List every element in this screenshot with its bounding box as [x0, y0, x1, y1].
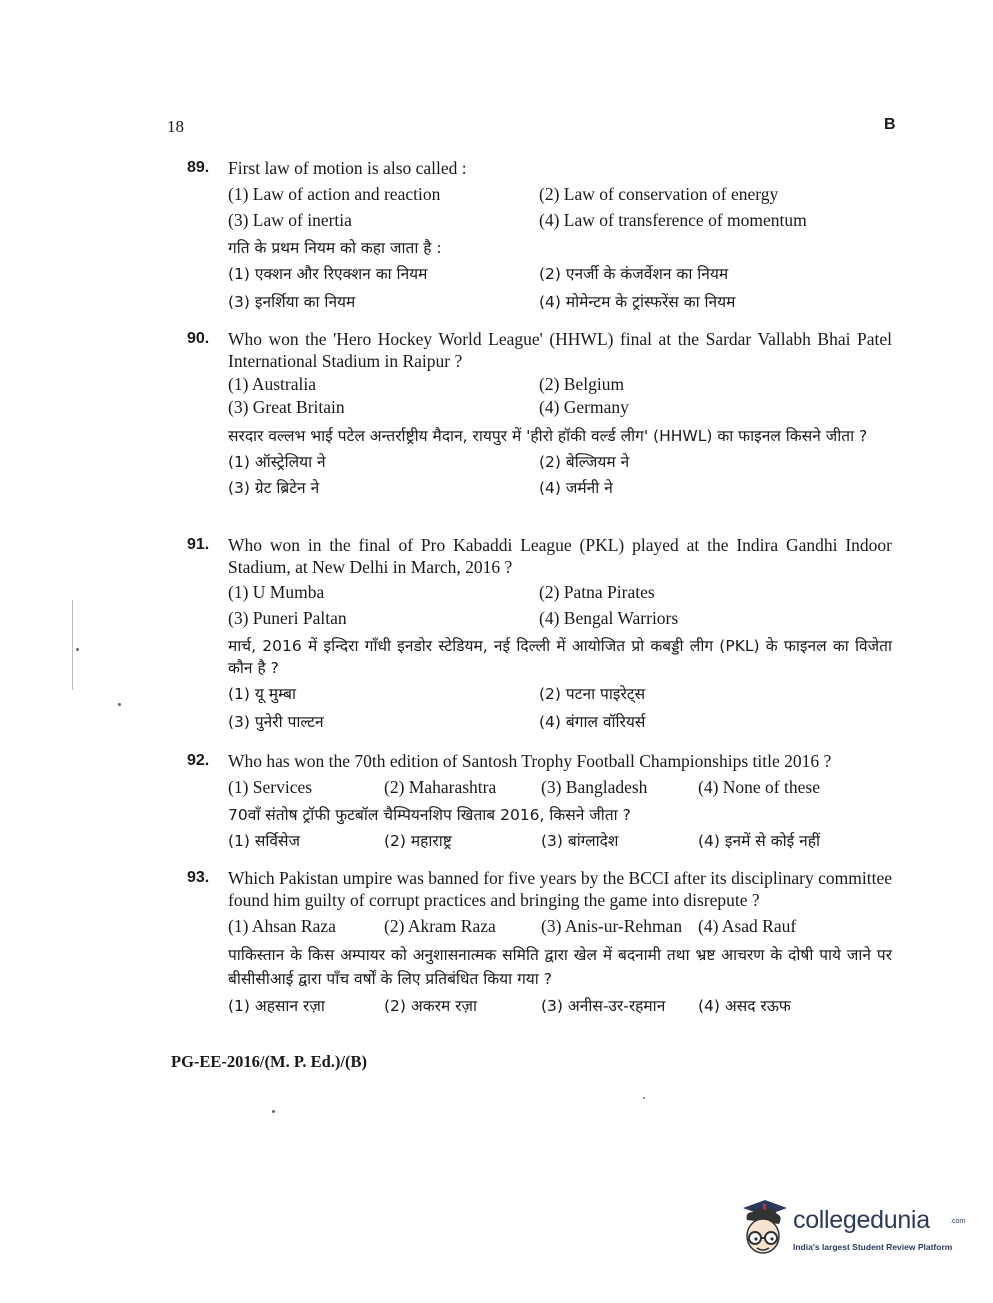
question-number: 91.	[187, 536, 210, 553]
student-mascot-icon	[735, 1198, 791, 1258]
option-2-hi: (2) बेल्जियम ने	[539, 453, 630, 471]
question-text-en: Who won the 'Hero Hockey World League' (HHWL) final at the Sardar Vallabh Bhai Patel International Stadium in Raipur ?	[228, 329, 892, 371]
option-1-hi: (1) अहसान रज़ा	[228, 997, 325, 1015]
option-3-en: (3) Puneri Paltan	[228, 608, 347, 628]
question-text-en: First law of motion is also called :	[228, 158, 467, 178]
question-number: 93.	[187, 869, 210, 886]
option-3-en: (3) Bangladesh	[541, 777, 648, 797]
option-4-en: (4) Bengal Warriors	[539, 608, 679, 628]
page-number: 18	[167, 117, 184, 136]
option-1-hi: (1) सर्विसेज	[228, 832, 300, 850]
option-2-en: (2) Law of conservation of energy	[539, 184, 779, 204]
option-4-en: (4) Germany	[539, 397, 629, 417]
scan-edge-line	[72, 600, 73, 690]
option-3-en: (3) Anis-ur-Rehman	[541, 916, 683, 936]
brand-name: collegedunia	[793, 1206, 930, 1234]
option-1-en: (1) Ahsan Raza	[228, 916, 336, 936]
option-2-hi: (2) महाराष्ट्र	[384, 832, 452, 850]
question-text-en: Who won in the final of Pro Kabaddi League (PKL) played at the Indira Gandhi Indoor Stadium, at New Delhi in March, 2016 ?	[228, 535, 892, 577]
scan-speck	[76, 648, 79, 651]
question-number: 89.	[187, 159, 210, 176]
scan-speck	[118, 703, 121, 706]
option-4-hi: (4) इनमें से कोई नहीं	[698, 832, 821, 850]
question-text-en: Which Pakistan umpire was banned for five years by the BCCI after its disciplinary committee found him guilty of corrupt practices and bringing the game into disrepute ?	[228, 868, 892, 910]
question-text-hi: सरदार वल्लभ भाई पटेल अन्तर्राष्ट्रीय मैदान, रायपुर में 'हीरो हॉकी वर्ल्ड लीग' (HHWL) का फाइनल किसने जीता ?	[228, 427, 868, 445]
question-90	[187, 328, 892, 503]
option-1-en: (1) Services	[228, 777, 313, 797]
option-3-hi: (3) पुनेरी पाल्टन	[228, 713, 324, 731]
option-1-en: (1) Law of action and reaction	[228, 184, 441, 204]
question-92	[187, 750, 892, 856]
question-91	[187, 534, 892, 739]
option-4-en: (4) Law of transference of momentum	[539, 210, 807, 230]
question-set-label: B	[884, 116, 896, 133]
option-3-hi: (3) इनर्शिया का नियम	[228, 293, 356, 311]
option-4-hi: (4) बंगाल वॉरियर्स	[539, 713, 646, 731]
brand-tagline: India's largest Student Review Platform	[793, 1242, 953, 1252]
option-1-en: (1) U Mumba	[228, 582, 325, 602]
option-4-en: (4) Asad Rauf	[698, 916, 797, 936]
option-3-hi: (3) अनीस-उर-रहमान	[541, 997, 666, 1015]
question-93	[187, 867, 892, 1021]
option-3-hi: (3) ग्रेट ब्रिटेन ने	[228, 479, 320, 497]
collegedunia-watermark	[735, 1198, 966, 1260]
question-89	[187, 157, 892, 319]
option-1-hi: (1) ऑस्ट्रेलिया ने	[228, 453, 326, 471]
option-3-hi: (3) बांग्लादेश	[541, 832, 619, 850]
option-2-hi: (2) अकरम रज़ा	[384, 997, 478, 1015]
option-4-hi: (4) जर्मनी ने	[539, 479, 613, 497]
question-number: 92.	[187, 752, 210, 769]
option-2-en: (2) Maharashtra	[384, 777, 497, 797]
question-text-en: Who has won the 70th edition of Santosh Trophy Football Championships title 2016 ?	[228, 751, 832, 771]
option-1-en: (1) Australia	[228, 374, 316, 394]
question-text-hi: पाकिस्तान के किस अम्पायर को अनुशासनात्मक समिति द्वारा खेल में बदनामी तथा भ्रष्ट आचरण के दोषी पाये जाने पर बीसीसीआई द्वारा पाँच वर्षों के लिए प्रतिबंधित किया गया ?	[228, 946, 892, 988]
option-1-hi: (1) यू मुम्बा	[228, 685, 296, 703]
brand-tld: .com	[950, 1218, 966, 1225]
option-2-hi: (2) एनर्जी के कंजर्वेशन का नियम	[539, 265, 729, 283]
scan-speck	[643, 1097, 645, 1099]
scan-speck	[272, 1110, 275, 1113]
option-3-en: (3) Great Britain	[228, 397, 345, 417]
option-4-hi: (4) असद रऊफ	[698, 997, 791, 1015]
option-2-hi: (2) पटना पाइरेट्स	[539, 685, 646, 703]
question-number: 90.	[187, 330, 210, 347]
option-4-hi: (4) मोमेन्टम के ट्रांस्फरेंस का नियम	[539, 293, 736, 311]
paper-code: PG-EE-2016/(M. P. Ed.)/(B)	[171, 1052, 368, 1071]
question-text-hi: मार्च, 2016 में इन्दिरा गाँधी इनडोर स्टेडियम, नई दिल्ली में आयोजित प्रो कबड्डी लीग (PKL) के फाइनल का विजेता कौन है ?	[228, 637, 892, 677]
option-2-en: (2) Belgium	[539, 374, 625, 394]
option-2-en: (2) Patna Pirates	[539, 582, 655, 602]
option-2-en: (2) Akram Raza	[384, 916, 496, 936]
option-3-en: (3) Law of inertia	[228, 210, 352, 230]
option-1-hi: (1) एक्शन और रिएक्शन का नियम	[228, 265, 428, 283]
question-text-hi: 70वाँ संतोष ट्रॉफी फुटबॉल चैम्पियनशिप खिताब 2016, किसने जीता ?	[228, 806, 631, 824]
option-4-en: (4) None of these	[698, 777, 820, 797]
question-text-hi: गति के प्रथम नियम को कहा जाता है :	[228, 239, 442, 257]
